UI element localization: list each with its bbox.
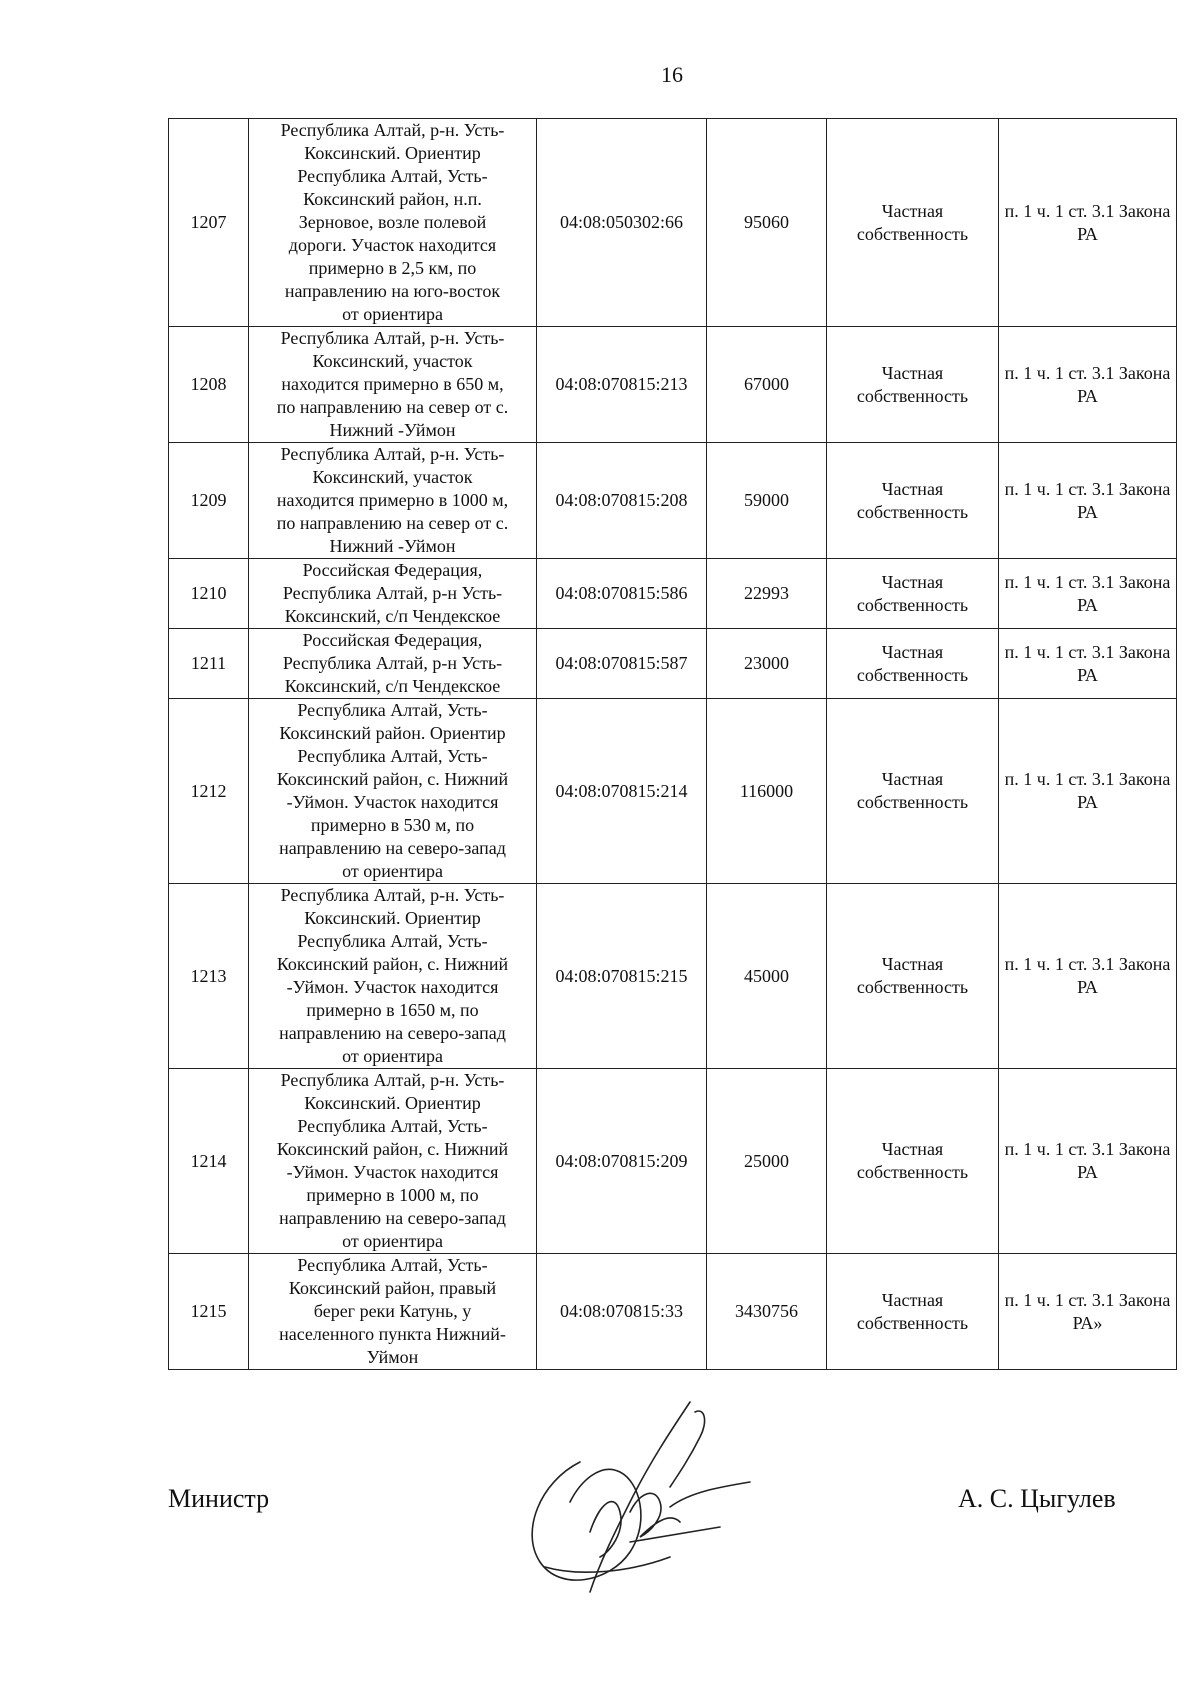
- address-line: Республика Алтай, Усть-: [297, 746, 488, 766]
- address-line: направлению на северо-запад: [279, 838, 506, 858]
- address-cell: [249, 884, 537, 1069]
- address-line: от ориентира: [342, 1231, 443, 1251]
- address-line: находится примерно в 1000 м,: [276, 490, 509, 510]
- cadastral-number-cell: 04:08:070815:213: [537, 327, 707, 443]
- address-line: Коксинский район, с. Нижний: [276, 769, 509, 789]
- ownership-cell: Частная собственность: [827, 1069, 999, 1254]
- area-cell: 59000: [707, 443, 827, 559]
- address-line: Зерновое, возле полевой: [298, 212, 487, 232]
- address-line: по направлению на север от с.: [276, 513, 509, 533]
- address-line: берег реки Катунь, у: [313, 1301, 472, 1321]
- area-cell: 3430756: [707, 1254, 827, 1370]
- address-cell: [249, 119, 537, 327]
- address-cell: [249, 559, 537, 629]
- row-number-cell: 1209: [169, 443, 249, 559]
- cadastral-number-cell: 04:08:050302:66: [537, 119, 707, 327]
- address-line: направлению на северо-запад: [279, 1208, 506, 1228]
- ownership-cell: Частная собственность: [827, 559, 999, 629]
- cadastral-number-cell: 04:08:070815:208: [537, 443, 707, 559]
- address-line: Коксинский, с/п Чендекское: [284, 676, 501, 696]
- address-line: от ориентира: [342, 1046, 443, 1066]
- table-row: [169, 559, 1177, 629]
- address-line: примерно в 530 м, по: [310, 815, 475, 835]
- address-line: Республика Алтай, р-н Усть-: [282, 653, 503, 673]
- table-row: [169, 884, 1177, 1069]
- legal-basis-cell: п. 1 ч. 1 ст. 3.1 Закона РА: [999, 559, 1177, 629]
- address-cell: [249, 1069, 537, 1254]
- signature-image: [520, 1392, 780, 1612]
- cadastral-number-cell: 04:08:070815:587: [537, 629, 707, 699]
- ownership-cell: Частная собственность: [827, 327, 999, 443]
- table-body: [169, 119, 1177, 1370]
- address-line: Российская Федерация,: [302, 630, 483, 650]
- legal-basis-cell: п. 1 ч. 1 ст. 3.1 Закона РА: [999, 443, 1177, 559]
- address-line: Республика Алтай, Усть-: [297, 166, 488, 186]
- address-line: Коксинский. Ориентир: [304, 143, 481, 163]
- address-line: Республика Алтай, р-н. Усть-: [280, 885, 505, 905]
- minister-title: Министр: [168, 1484, 270, 1513]
- legal-basis-cell: п. 1 ч. 1 ст. 3.1 Закона РА: [999, 699, 1177, 884]
- address-line: Коксинский район, правый: [288, 1278, 497, 1298]
- address-line: примерно в 1650 м, по: [306, 1000, 479, 1020]
- legal-basis-cell: п. 1 ч. 1 ст. 3.1 Закона РА: [999, 629, 1177, 699]
- address-line: Коксинский район. Ориентир: [279, 723, 506, 743]
- area-cell: 23000: [707, 629, 827, 699]
- table-row: [169, 327, 1177, 443]
- area-cell: 95060: [707, 119, 827, 327]
- address-line: примерно в 1000 м, по: [306, 1185, 479, 1205]
- row-number-cell: 1212: [169, 699, 249, 884]
- ownership-cell: Частная собственность: [827, 443, 999, 559]
- address-line: Коксинский район, с. Нижний: [276, 1139, 509, 1159]
- address-cell: [249, 629, 537, 699]
- land-plots-table: [168, 118, 1177, 1370]
- cadastral-number-cell: 04:08:070815:586: [537, 559, 707, 629]
- address-line: Уймон: [366, 1347, 419, 1367]
- minister-name: А. С. Цыгулев: [958, 1484, 1116, 1513]
- address-line: от ориентира: [342, 304, 443, 324]
- table-row: [169, 629, 1177, 699]
- address-cell: [249, 699, 537, 884]
- area-cell: 116000: [707, 699, 827, 884]
- table-row: [169, 119, 1177, 327]
- legal-basis-cell: п. 1 ч. 1 ст. 3.1 Закона РА: [999, 119, 1177, 327]
- legal-basis-cell: п. 1 ч. 1 ст. 3.1 Закона РА»: [999, 1254, 1177, 1370]
- cadastral-number-cell: 04:08:070815:209: [537, 1069, 707, 1254]
- row-number-cell: 1207: [169, 119, 249, 327]
- area-cell: 45000: [707, 884, 827, 1069]
- table-row: [169, 699, 1177, 884]
- row-number-cell: 1213: [169, 884, 249, 1069]
- address-line: Коксинский, участок: [312, 351, 473, 371]
- address-line: Нижний -Уймон: [329, 536, 456, 556]
- table-row: [169, 1069, 1177, 1254]
- address-line: направлению на северо-запад: [279, 1023, 506, 1043]
- address-line: примерно в 2,5 км, по: [308, 258, 477, 278]
- address-line: Республика Алтай, р-н. Усть-: [280, 120, 505, 140]
- area-cell: 25000: [707, 1069, 827, 1254]
- address-line: Республика Алтай, Усть-: [297, 1255, 488, 1275]
- address-line: -Уймон. Участок находится: [286, 1162, 499, 1182]
- address-line: населенного пункта Нижний-: [279, 1324, 506, 1344]
- legal-basis-cell: п. 1 ч. 1 ст. 3.1 Закона РА: [999, 1069, 1177, 1254]
- address-line: Республика Алтай, р-н Усть-: [282, 583, 503, 603]
- address-line: Республика Алтай, р-н. Усть-: [280, 444, 505, 464]
- address-line: Коксинский, с/п Чендекское: [284, 606, 501, 626]
- ownership-cell: Частная собственность: [827, 119, 999, 327]
- address-line: по направлению на север от с.: [276, 397, 509, 417]
- address-line: направлению на юго-восток: [284, 281, 501, 301]
- address-cell: [249, 1254, 537, 1370]
- cadastral-number-cell: 04:08:070815:33: [537, 1254, 707, 1370]
- row-number-cell: 1215: [169, 1254, 249, 1370]
- address-line: Республика Алтай, р-н. Усть-: [280, 1070, 505, 1090]
- page-number: 16: [661, 62, 683, 87]
- ownership-cell: Частная собственность: [827, 1254, 999, 1370]
- legal-basis-cell: п. 1 ч. 1 ст. 3.1 Закона РА: [999, 327, 1177, 443]
- cadastral-number-cell: 04:08:070815:215: [537, 884, 707, 1069]
- address-line: от ориентира: [342, 861, 443, 881]
- address-line: -Уймон. Участок находится: [286, 977, 499, 997]
- address-cell: [249, 327, 537, 443]
- address-line: Республика Алтай, Усть-: [297, 931, 488, 951]
- row-number-cell: 1210: [169, 559, 249, 629]
- address-line: Российская Федерация,: [302, 560, 483, 580]
- row-number-cell: 1211: [169, 629, 249, 699]
- address-line: Коксинский район, с. Нижний: [276, 954, 509, 974]
- row-number-cell: 1214: [169, 1069, 249, 1254]
- address-line: дороги. Участок находится: [288, 235, 497, 255]
- address-cell: [249, 443, 537, 559]
- ownership-cell: Частная собственность: [827, 629, 999, 699]
- legal-basis-cell: п. 1 ч. 1 ст. 3.1 Закона РА: [999, 884, 1177, 1069]
- area-cell: 22993: [707, 559, 827, 629]
- area-cell: 67000: [707, 327, 827, 443]
- address-line: Республика Алтай, Усть-: [297, 1116, 488, 1136]
- address-line: Республика Алтай, Усть-: [297, 700, 488, 720]
- address-line: Коксинский. Ориентир: [304, 908, 481, 928]
- address-line: Коксинский район, н.п.: [303, 189, 482, 209]
- address-line: Нижний -Уймон: [329, 420, 456, 440]
- address-line: Коксинский. Ориентир: [304, 1093, 481, 1113]
- row-number-cell: 1208: [169, 327, 249, 443]
- address-line: Республика Алтай, р-н. Усть-: [280, 328, 505, 348]
- address-line: находится примерно в 650 м,: [281, 374, 504, 394]
- table-row: [169, 443, 1177, 559]
- cadastral-number-cell: 04:08:070815:214: [537, 699, 707, 884]
- ownership-cell: Частная собственность: [827, 699, 999, 884]
- address-line: -Уймон. Участок находится: [286, 792, 499, 812]
- ownership-cell: Частная собственность: [827, 884, 999, 1069]
- table-row: [169, 1254, 1177, 1370]
- address-line: Коксинский, участок: [312, 467, 473, 487]
